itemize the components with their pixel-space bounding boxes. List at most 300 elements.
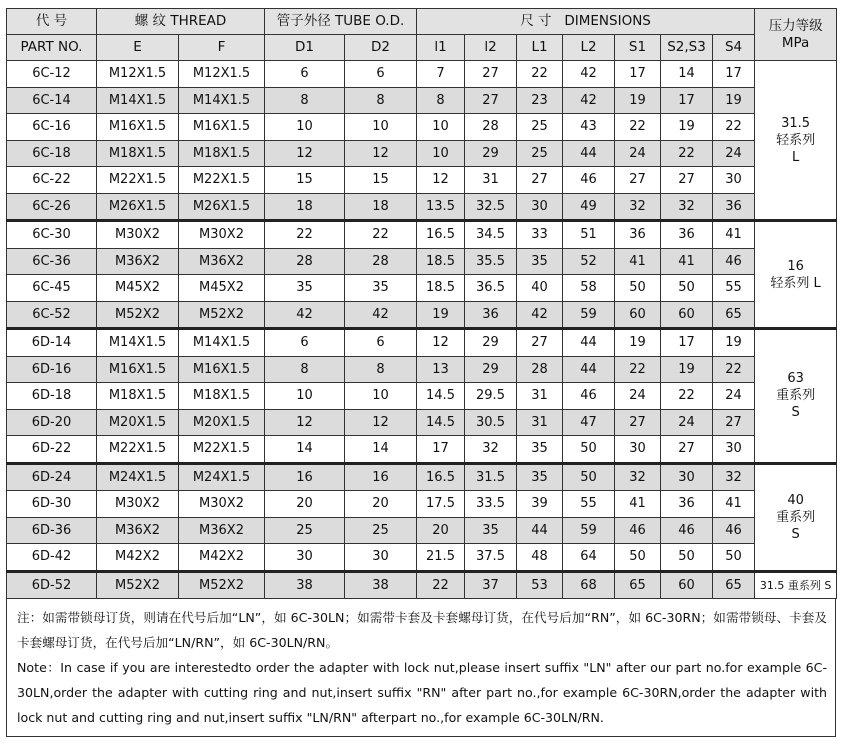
cell-part-no: 6D-52	[7, 571, 97, 599]
cell-dim-s1: 32	[615, 463, 661, 491]
cell-dim-l2: 28	[465, 114, 517, 141]
table-row	[7, 544, 837, 572]
pressure-group-line: S	[791, 405, 800, 421]
cell-dim-s4: 17	[713, 61, 755, 88]
cell-thread-e: M36X2	[97, 517, 179, 544]
cell-dim-s2s3: 22	[661, 383, 713, 410]
header-col-d2: D2	[345, 35, 417, 61]
cell-dim-L1: 33	[517, 221, 563, 249]
cell-part-no: 6C-14	[7, 87, 97, 114]
cell-tube-d1: 28	[265, 248, 345, 275]
table-row	[7, 114, 837, 141]
cell-dim-s4: 50	[713, 544, 755, 572]
header-pressure-unit: MPa	[781, 34, 810, 51]
cell-dim-L2: 50	[563, 463, 615, 491]
cell-dim-L1: 22	[517, 61, 563, 88]
cell-thread-e: M24X1.5	[97, 463, 179, 491]
pressure-group	[755, 61, 837, 221]
cell-dim-L1: 23	[517, 87, 563, 114]
cell-dim-l1: 7	[417, 61, 465, 88]
cell-part-no: 6D-36	[7, 517, 97, 544]
cell-thread-f: M22X1.5	[179, 436, 265, 464]
cell-thread-e: M14X1.5	[97, 87, 179, 114]
cell-dim-s2s3: 32	[661, 193, 713, 221]
cell-thread-f: M26X1.5	[179, 193, 265, 221]
cell-thread-e: M16X1.5	[97, 114, 179, 141]
cell-dim-s2s3: 19	[661, 356, 713, 383]
cell-tube-d1: 15	[265, 167, 345, 194]
cell-thread-f: M14X1.5	[179, 87, 265, 114]
cell-dim-l2: 32.5	[465, 193, 517, 221]
cell-dim-l2: 29.5	[465, 383, 517, 410]
cell-thread-f: M36X2	[179, 248, 265, 275]
cell-dim-s4: 41	[713, 221, 755, 249]
cell-dim-L2: 44	[563, 140, 615, 167]
pressure-group	[755, 329, 837, 464]
cell-thread-e: M16X1.5	[97, 356, 179, 383]
cell-thread-f: M16X1.5	[179, 356, 265, 383]
cell-tube-d1: 18	[265, 193, 345, 221]
header-col-l1-small: l1	[417, 35, 465, 61]
cell-tube-d1: 8	[265, 87, 345, 114]
cell-dim-l1: 16.5	[417, 463, 465, 491]
pressure-group-line: 63	[787, 371, 804, 387]
cell-dim-L2: 46	[563, 167, 615, 194]
order-note	[6, 599, 836, 737]
cell-thread-f: M12X1.5	[179, 61, 265, 88]
cell-dim-l1: 14.5	[417, 409, 465, 436]
cell-dim-l2: 31.5	[465, 463, 517, 491]
cell-dim-s1: 36	[615, 221, 661, 249]
cell-dim-L2: 42	[563, 87, 615, 114]
cell-dim-L2: 58	[563, 275, 615, 302]
cell-thread-e: M26X1.5	[97, 193, 179, 221]
table-row	[7, 61, 837, 88]
table-row	[7, 140, 837, 167]
pressure-group-line: 31.5 重系列 S	[759, 578, 832, 592]
cell-part-no: 6C-18	[7, 140, 97, 167]
cell-part-no: 6C-12	[7, 61, 97, 88]
cell-dim-L1: 39	[517, 491, 563, 518]
cell-dim-s4: 22	[713, 356, 755, 383]
header-col-e: E	[97, 35, 179, 61]
cell-dim-s1: 19	[615, 87, 661, 114]
pressure-group	[755, 463, 837, 571]
header-col-s1: S1	[615, 35, 661, 61]
cell-dim-s2s3: 41	[661, 248, 713, 275]
header-col-L2: L2	[563, 35, 615, 61]
cell-dim-s2s3: 30	[661, 463, 713, 491]
cell-thread-f: M18X1.5	[179, 383, 265, 410]
cell-dim-s4: 32	[713, 463, 755, 491]
table-row	[7, 329, 837, 357]
table-row	[7, 87, 837, 114]
cell-thread-f: M52X2	[179, 571, 265, 599]
cell-part-no: 6C-30	[7, 221, 97, 249]
cell-dim-s4: 36	[713, 193, 755, 221]
cell-dim-l1: 8	[417, 87, 465, 114]
cell-dim-L1: 27	[517, 167, 563, 194]
cell-dim-s4: 46	[713, 517, 755, 544]
cell-tube-d1: 10	[265, 383, 345, 410]
header-col-L1: L1	[517, 35, 563, 61]
cell-dim-s1: 41	[615, 491, 661, 518]
cell-dim-L2: 42	[563, 61, 615, 88]
cell-dim-s1: 24	[615, 140, 661, 167]
cell-dim-s1: 60	[615, 301, 661, 329]
cell-dim-s4: 24	[713, 140, 755, 167]
cell-dim-L2: 52	[563, 248, 615, 275]
cell-dim-s4: 41	[713, 491, 755, 518]
cell-dim-L2: 46	[563, 383, 615, 410]
spec-sheet	[6, 8, 836, 737]
cell-thread-e: M14X1.5	[97, 329, 179, 357]
pressure-group-line: 16	[787, 258, 804, 274]
cell-dim-L1: 53	[517, 571, 563, 599]
cell-dim-s1: 32	[615, 193, 661, 221]
table-row	[7, 436, 837, 464]
cell-dim-s4: 27	[713, 409, 755, 436]
cell-dim-s1: 50	[615, 275, 661, 302]
cell-tube-d1: 12	[265, 140, 345, 167]
cell-part-no: 6C-26	[7, 193, 97, 221]
pressure-group-line: S	[791, 526, 800, 542]
cell-part-no: 6D-14	[7, 329, 97, 357]
cell-dim-s2s3: 17	[661, 87, 713, 114]
cell-thread-f: M42X2	[179, 544, 265, 572]
cell-dim-l1: 18.5	[417, 275, 465, 302]
cell-tube-d2: 10	[345, 114, 417, 141]
cell-part-no: 6D-20	[7, 409, 97, 436]
cell-dim-s4: 55	[713, 275, 755, 302]
cell-dim-s1: 22	[615, 356, 661, 383]
cell-dim-l1: 10	[417, 114, 465, 141]
cell-tube-d2: 15	[345, 167, 417, 194]
cell-dim-l2: 29	[465, 356, 517, 383]
cell-tube-d2: 16	[345, 463, 417, 491]
header-code-en: PART NO.	[7, 35, 97, 61]
cell-part-no: 6C-36	[7, 248, 97, 275]
cell-dim-s1: 22	[615, 114, 661, 141]
cell-dim-s2s3: 27	[661, 436, 713, 464]
cell-dim-L1: 30	[517, 193, 563, 221]
cell-dim-L1: 25	[517, 114, 563, 141]
cell-dim-L2: 50	[563, 436, 615, 464]
cell-dim-l1: 20	[417, 517, 465, 544]
header-pressure	[755, 9, 837, 61]
cell-dim-l1: 19	[417, 301, 465, 329]
cell-dim-s2s3: 17	[661, 329, 713, 357]
cell-thread-e: M42X2	[97, 544, 179, 572]
cell-tube-d1: 10	[265, 114, 345, 141]
cell-dim-l1: 17	[417, 436, 465, 464]
cell-dim-s2s3: 50	[661, 275, 713, 302]
header-dimensions: 尺 寸 DIMENSIONS	[417, 9, 755, 35]
cell-dim-s1: 65	[615, 571, 661, 599]
cell-tube-d2: 22	[345, 221, 417, 249]
cell-dim-s2s3: 36	[661, 491, 713, 518]
cell-dim-s4: 24	[713, 383, 755, 410]
cell-thread-e: M18X1.5	[97, 383, 179, 410]
cell-tube-d2: 8	[345, 356, 417, 383]
cell-thread-e: M30X2	[97, 491, 179, 518]
cell-tube-d1: 6	[265, 61, 345, 88]
cell-dim-s4: 30	[713, 436, 755, 464]
cell-tube-d2: 18	[345, 193, 417, 221]
cell-part-no: 6C-22	[7, 167, 97, 194]
cell-dim-L2: 59	[563, 301, 615, 329]
table-row	[7, 517, 837, 544]
cell-thread-f: M24X1.5	[179, 463, 265, 491]
cell-part-no: 6D-16	[7, 356, 97, 383]
cell-thread-e: M20X1.5	[97, 409, 179, 436]
header-code-cn: 代 号	[7, 9, 97, 35]
cell-thread-e: M52X2	[97, 571, 179, 599]
cell-tube-d1: 20	[265, 491, 345, 518]
cell-dim-l1: 14.5	[417, 383, 465, 410]
cell-tube-d1: 38	[265, 571, 345, 599]
table-row	[7, 571, 837, 599]
cell-thread-f: M52X2	[179, 301, 265, 329]
cell-dim-L2: 59	[563, 517, 615, 544]
cell-dim-s4: 30	[713, 167, 755, 194]
pressure-group-line: 31.5	[781, 115, 811, 131]
cell-thread-e: M18X1.5	[97, 140, 179, 167]
cell-dim-L1: 44	[517, 517, 563, 544]
cell-tube-d1: 6	[265, 329, 345, 357]
cell-dim-s1: 17	[615, 61, 661, 88]
cell-dim-l2: 37	[465, 571, 517, 599]
pressure-group-line: 轻系列	[776, 132, 816, 148]
cell-tube-d2: 6	[345, 61, 417, 88]
cell-dim-l2: 35	[465, 517, 517, 544]
cell-thread-f: M22X1.5	[179, 167, 265, 194]
cell-dim-s1: 27	[615, 409, 661, 436]
cell-dim-l2: 34.5	[465, 221, 517, 249]
cell-tube-d1: 12	[265, 409, 345, 436]
cell-dim-l1: 17.5	[417, 491, 465, 518]
cell-thread-f: M36X2	[179, 517, 265, 544]
table-row	[7, 383, 837, 410]
cell-dim-L2: 43	[563, 114, 615, 141]
table-row	[7, 463, 837, 491]
pressure-group-line: 重系列	[776, 388, 816, 404]
cell-tube-d1: 16	[265, 463, 345, 491]
cell-dim-L2: 44	[563, 329, 615, 357]
cell-dim-l1: 12	[417, 329, 465, 357]
cell-part-no: 6D-24	[7, 463, 97, 491]
cell-dim-s2s3: 14	[661, 61, 713, 88]
cell-dim-s4: 22	[713, 114, 755, 141]
cell-dim-L1: 35	[517, 436, 563, 464]
table-row	[7, 491, 837, 518]
cell-thread-f: M20X1.5	[179, 409, 265, 436]
cell-dim-s4: 65	[713, 571, 755, 599]
cell-dim-l1: 21.5	[417, 544, 465, 572]
cell-dim-L1: 42	[517, 301, 563, 329]
cell-dim-l2: 31	[465, 167, 517, 194]
cell-dim-l2: 37.5	[465, 544, 517, 572]
cell-dim-L2: 51	[563, 221, 615, 249]
cell-dim-l2: 32	[465, 436, 517, 464]
cell-dim-l2: 27	[465, 87, 517, 114]
cell-dim-s4: 19	[713, 87, 755, 114]
cell-dim-s1: 41	[615, 248, 661, 275]
cell-tube-d1: 35	[265, 275, 345, 302]
header-pressure-label: 压力等级	[768, 17, 823, 34]
cell-tube-d2: 20	[345, 491, 417, 518]
cell-tube-d2: 28	[345, 248, 417, 275]
cell-part-no: 6C-45	[7, 275, 97, 302]
cell-dim-l2: 33.5	[465, 491, 517, 518]
cell-dim-s4: 46	[713, 248, 755, 275]
cell-thread-f: M30X2	[179, 491, 265, 518]
cell-tube-d2: 25	[345, 517, 417, 544]
cell-dim-L1: 35	[517, 463, 563, 491]
header-col-l2-small: l2	[465, 35, 517, 61]
cell-dim-L1: 25	[517, 140, 563, 167]
cell-dim-l1: 10	[417, 140, 465, 167]
cell-tube-d2: 42	[345, 301, 417, 329]
cell-tube-d2: 12	[345, 409, 417, 436]
header-col-s2s3: S2,S3	[661, 35, 713, 61]
cell-part-no: 6D-30	[7, 491, 97, 518]
header-col-d1: D1	[265, 35, 345, 61]
cell-dim-s2s3: 24	[661, 409, 713, 436]
cell-dim-L2: 44	[563, 356, 615, 383]
table-body	[7, 9, 837, 599]
note-english: Note：In case if you are interestedto order the adapter with lock nut,please insert suffix "LN" after our part no.for example 6C-30LN,order the adapter with cutting ring and nut,insert suffix "RN" after part no.,for example 6C-30RN,order the adapter with lock nut and cutting ring and nut,insert suffix "LN/RN" afterpart no.,for example 6C-30LN/RN.	[17, 660, 827, 725]
cell-dim-l2: 29	[465, 140, 517, 167]
cell-dim-s2s3: 27	[661, 167, 713, 194]
cell-dim-s2s3: 46	[661, 517, 713, 544]
cell-dim-L2: 49	[563, 193, 615, 221]
cell-dim-l1: 18.5	[417, 248, 465, 275]
cell-dim-l1: 13.5	[417, 193, 465, 221]
cell-dim-l1: 13	[417, 356, 465, 383]
header-col-s4: S4	[713, 35, 755, 61]
cell-tube-d1: 30	[265, 544, 345, 572]
cell-dim-s2s3: 19	[661, 114, 713, 141]
cell-tube-d2: 10	[345, 383, 417, 410]
table-row	[7, 248, 837, 275]
cell-part-no: 6C-52	[7, 301, 97, 329]
cell-tube-d2: 12	[345, 140, 417, 167]
cell-dim-s1: 19	[615, 329, 661, 357]
cell-part-no: 6D-22	[7, 436, 97, 464]
cell-tube-d1: 25	[265, 517, 345, 544]
cell-dim-l2: 29	[465, 329, 517, 357]
cell-thread-f: M45X2	[179, 275, 265, 302]
cell-dim-s2s3: 22	[661, 140, 713, 167]
cell-thread-f: M14X1.5	[179, 329, 265, 357]
cell-tube-d2: 30	[345, 544, 417, 572]
cell-tube-d2: 38	[345, 571, 417, 599]
cell-dim-L2: 68	[563, 571, 615, 599]
cell-thread-e: M22X1.5	[97, 436, 179, 464]
table-row	[7, 193, 837, 221]
header-tube-od: 管子外径 TUBE O.D.	[265, 9, 417, 35]
cell-thread-e: M22X1.5	[97, 167, 179, 194]
cell-dim-s4: 19	[713, 329, 755, 357]
cell-dim-L1: 40	[517, 275, 563, 302]
cell-dim-l2: 36	[465, 301, 517, 329]
cell-dim-s2s3: 36	[661, 221, 713, 249]
cell-thread-e: M36X2	[97, 248, 179, 275]
cell-tube-d2: 14	[345, 436, 417, 464]
cell-dim-s2s3: 50	[661, 544, 713, 572]
cell-thread-f: M18X1.5	[179, 140, 265, 167]
table-row	[7, 301, 837, 329]
cell-dim-s1: 30	[615, 436, 661, 464]
table-row	[7, 275, 837, 302]
cell-dim-l1: 12	[417, 167, 465, 194]
cell-dim-L1: 31	[517, 383, 563, 410]
note-chinese: 注：如需带锁母订货，则请在代号后加“LN”，如 6C-30LN；如需带卡套及卡套螺母订货，在代号后加“RN”，如 6C-30RN；如需带锁母、卡套及卡套螺母订货，在代号后加“LN/RN”，如 6C-30LN/RN。	[17, 610, 827, 650]
cell-dim-l2: 35.5	[465, 248, 517, 275]
cell-dim-s1: 24	[615, 383, 661, 410]
cell-thread-f: M30X2	[179, 221, 265, 249]
cell-tube-d1: 22	[265, 221, 345, 249]
cell-thread-e: M30X2	[97, 221, 179, 249]
cell-dim-l1: 16.5	[417, 221, 465, 249]
table-row	[7, 167, 837, 194]
cell-tube-d2: 6	[345, 329, 417, 357]
cell-thread-e: M52X2	[97, 301, 179, 329]
header-thread: 螺 纹 THREAD	[97, 9, 265, 35]
cell-thread-e: M45X2	[97, 275, 179, 302]
pressure-group	[755, 571, 837, 599]
pressure-group-line: 40	[787, 492, 804, 508]
cell-dim-L1: 31	[517, 409, 563, 436]
cell-dim-l2: 36.5	[465, 275, 517, 302]
cell-dim-L1: 35	[517, 248, 563, 275]
cell-dim-l2: 30.5	[465, 409, 517, 436]
header-col-f: F	[179, 35, 265, 61]
cell-part-no: 6D-18	[7, 383, 97, 410]
table-row	[7, 409, 837, 436]
cell-dim-L2: 55	[563, 491, 615, 518]
cell-dim-l1: 22	[417, 571, 465, 599]
cell-dim-L1: 28	[517, 356, 563, 383]
pressure-group-line: 轻系列 L	[770, 275, 821, 291]
cell-tube-d1: 42	[265, 301, 345, 329]
cell-dim-s4: 65	[713, 301, 755, 329]
table-row	[7, 356, 837, 383]
cell-dim-s2s3: 60	[661, 571, 713, 599]
cell-dim-L2: 64	[563, 544, 615, 572]
header-row-2	[7, 35, 837, 61]
cell-dim-s1: 27	[615, 167, 661, 194]
pressure-group-line: 重系列	[776, 509, 816, 525]
cell-tube-d1: 14	[265, 436, 345, 464]
cell-dim-L2: 47	[563, 409, 615, 436]
cell-part-no: 6C-16	[7, 114, 97, 141]
cell-tube-d2: 8	[345, 87, 417, 114]
cell-dim-l2: 27	[465, 61, 517, 88]
cell-dim-L1: 48	[517, 544, 563, 572]
cell-dim-s1: 50	[615, 544, 661, 572]
cell-thread-e: M12X1.5	[97, 61, 179, 88]
table-row	[7, 221, 837, 249]
cell-dim-s1: 46	[615, 517, 661, 544]
cell-dim-s2s3: 60	[661, 301, 713, 329]
pressure-group	[755, 221, 837, 329]
cell-tube-d2: 35	[345, 275, 417, 302]
cell-tube-d1: 8	[265, 356, 345, 383]
pressure-group-line: L	[791, 149, 800, 165]
cell-part-no: 6D-42	[7, 544, 97, 572]
